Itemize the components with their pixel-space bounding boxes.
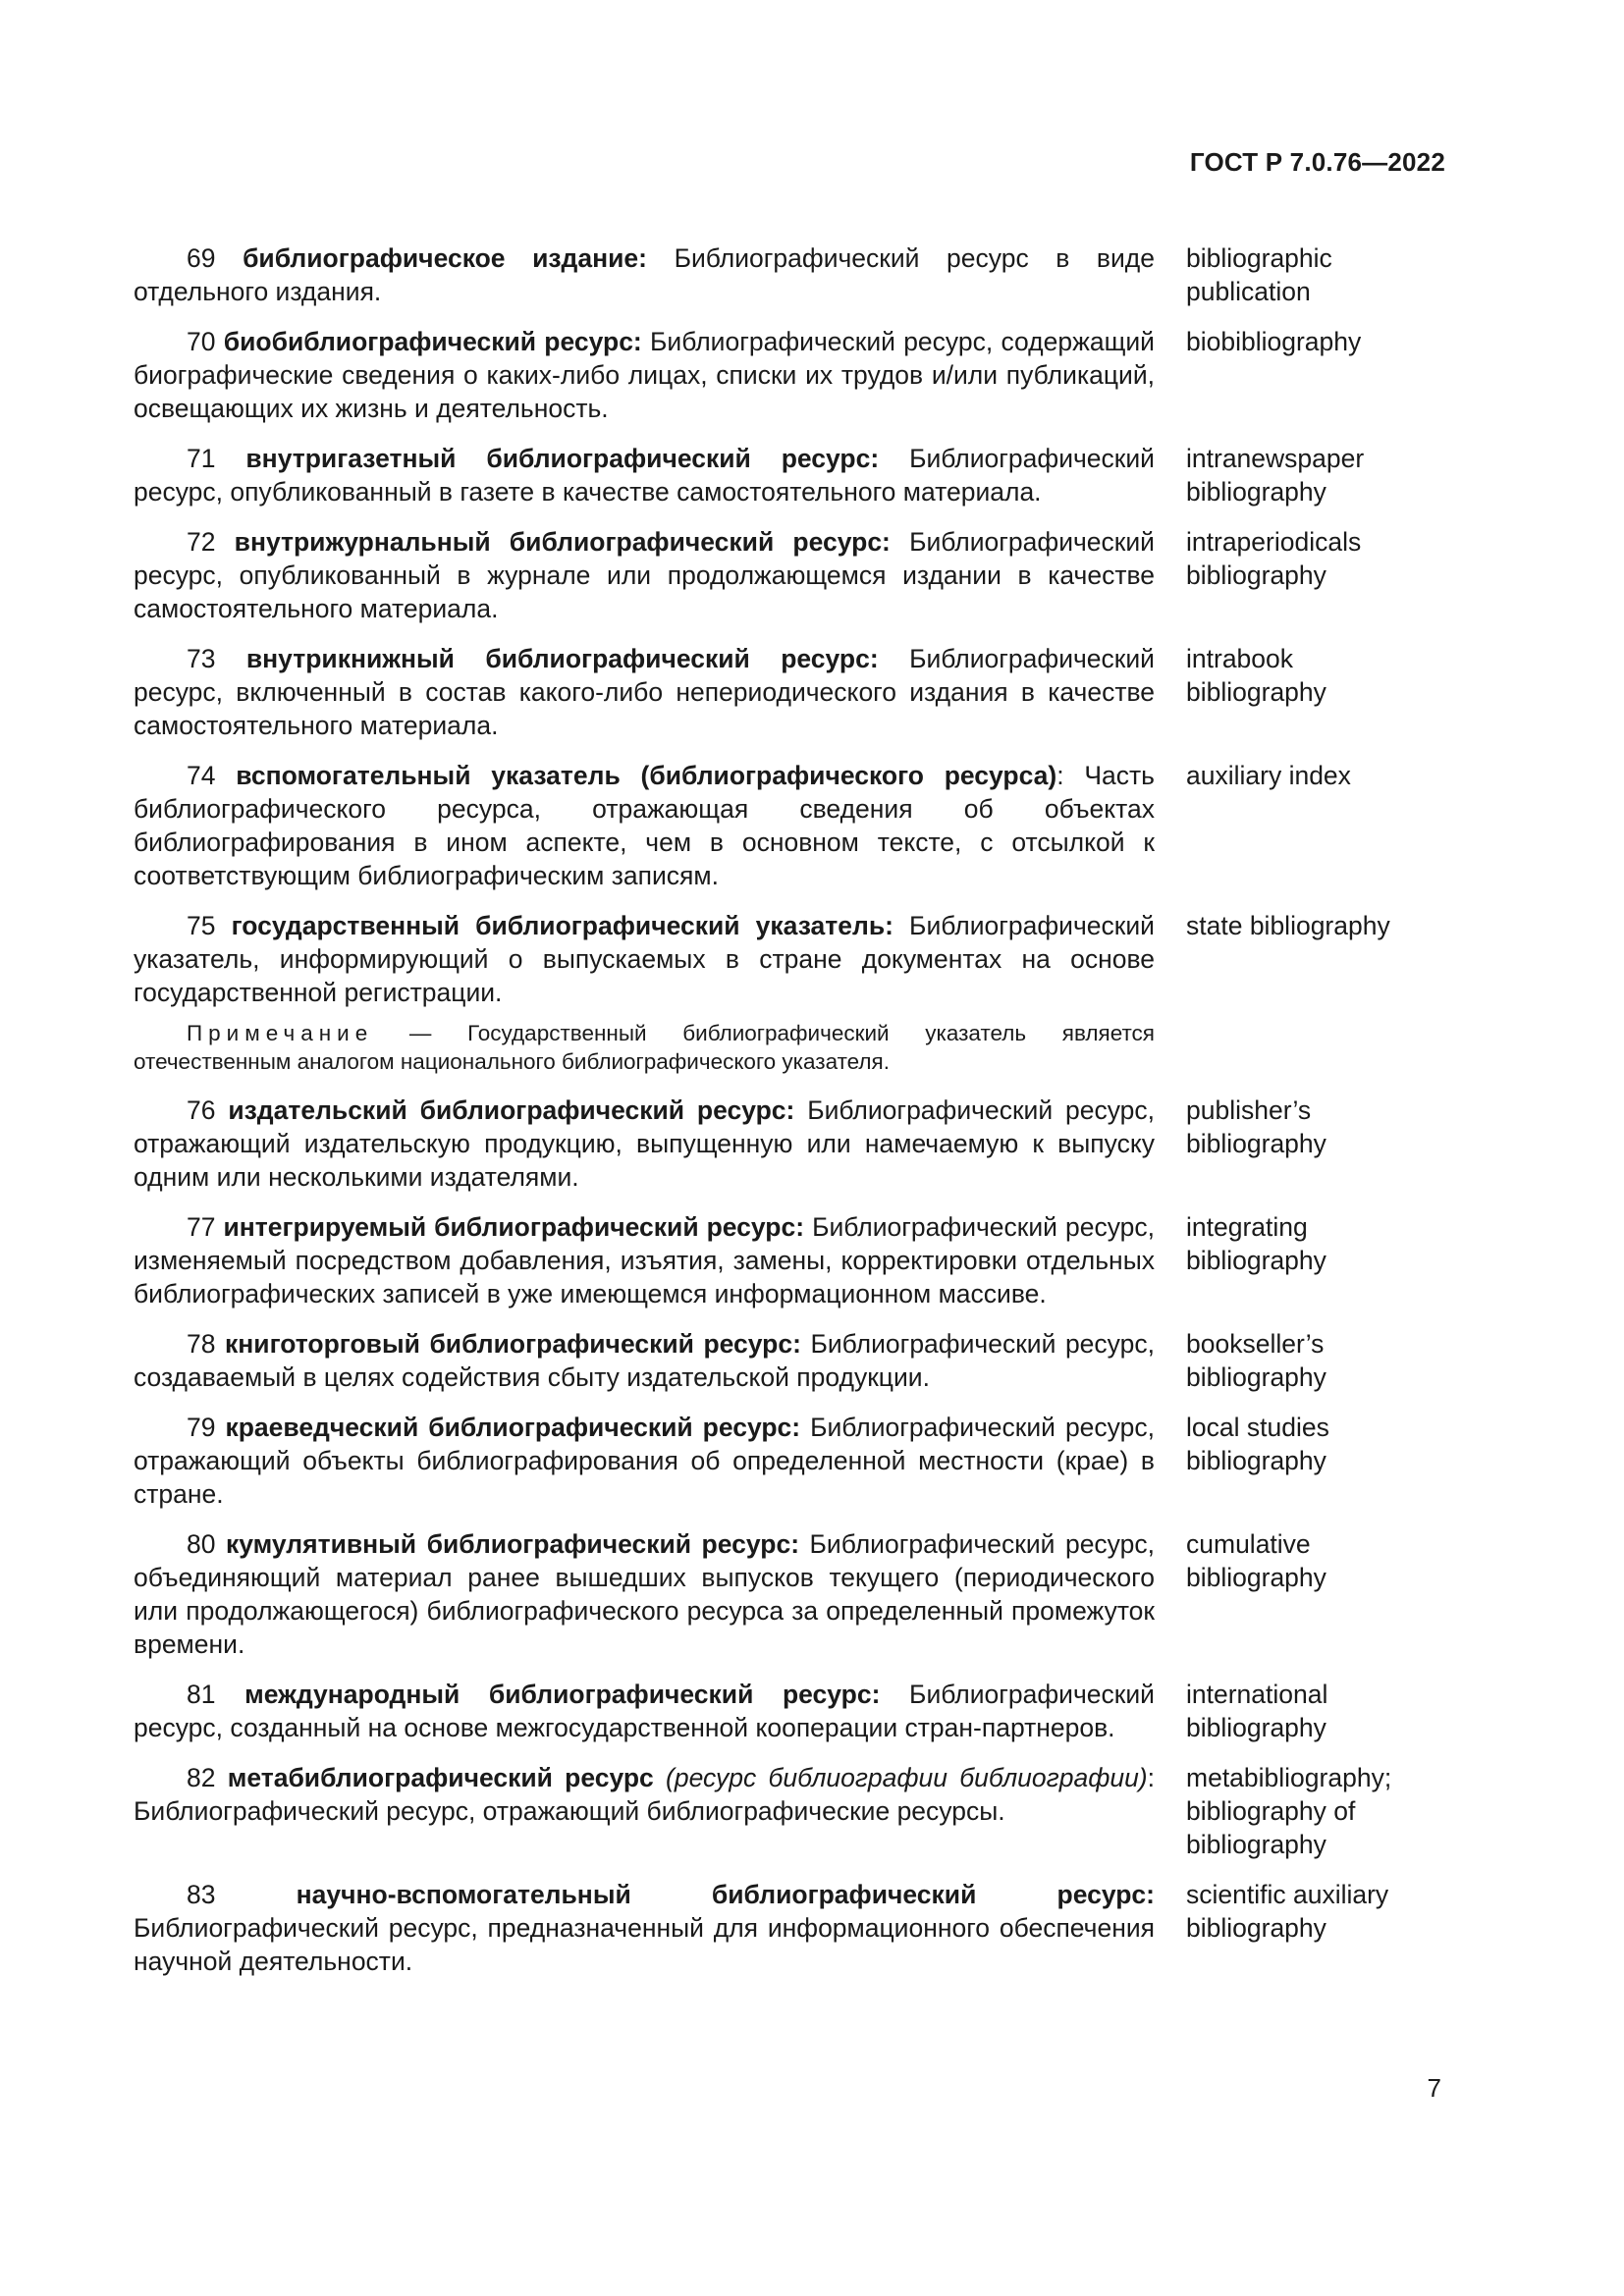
term-definition: [134, 759, 1155, 892]
term-entry-80: [134, 1527, 1410, 1661]
english-equivalent: bookseller’s bibliography: [1186, 1329, 1326, 1392]
english-equivalent: cumulative bibliography: [1186, 1529, 1326, 1592]
term-entry-78: [134, 1327, 1410, 1394]
term-synonym: (ресурс библиографии библиографии): [666, 1763, 1148, 1792]
term-number: 83: [187, 1880, 216, 1909]
term-name: государственный библиографический указатель:: [231, 911, 893, 940]
term-definition: [134, 241, 1155, 308]
definition-text: Библиографический ресурс, создаваемый в целях содействия сбыту издательской продукции.: [134, 1329, 1155, 1392]
term-definition: [134, 1878, 1155, 1978]
english-equivalent: metabibliography; bibliography of bibliography: [1186, 1763, 1392, 1859]
term-definition: [134, 642, 1155, 742]
definition-text: Библиографический ресурс в виде отдельного издания.: [134, 243, 1156, 306]
term-number: 73: [187, 644, 216, 673]
english-equivalent: intranewspaper bibliography: [1186, 444, 1365, 507]
term-name: издательский библиографический ресурс:: [228, 1095, 795, 1125]
term-entry-70: [134, 325, 1410, 425]
document-header: ГОСТ Р 7.0.76—2022: [1189, 147, 1445, 177]
english-equivalent: scientific auxiliary bibliography: [1186, 1880, 1389, 1943]
term-definition: [134, 325, 1155, 425]
english-equivalent: auxiliary index: [1186, 761, 1351, 790]
term-number: 78: [187, 1329, 216, 1359]
term-entry-74: [134, 759, 1410, 892]
note-text: — Государственный библиографический указатель является отечественным аналогом национального библиографического указателя.: [134, 1021, 1155, 1074]
term-name: научно-вспомогательный библиографический ресурс:: [296, 1880, 1155, 1909]
term-entry-76: [134, 1094, 1410, 1194]
term-number: 81: [187, 1680, 216, 1709]
term-number: 80: [187, 1529, 216, 1559]
term-number: 75: [187, 911, 216, 940]
definition-text: Библиографический ресурс, изменяемый посредством добавления, изъятия, замены, корректировки отдельных библиографических записей в уже имеющемся информационном массиве.: [134, 1212, 1156, 1308]
definition-text: Библиографический ресурс, созданный на основе межгосударственной кооперации стран-партнеров.: [134, 1680, 1155, 1742]
term-entry-69: [134, 241, 1410, 308]
definition-text: Библиографический ресурс, опубликованный в газете в качестве самостоятельного материала.: [134, 444, 1155, 507]
term-entry-73: [134, 642, 1410, 742]
term-number: 74: [187, 761, 216, 790]
term-entry-83: [134, 1878, 1410, 1978]
term-name: библиографическое издание:: [243, 243, 647, 273]
term-name: кумулятивный библиографический ресурс:: [226, 1529, 800, 1559]
english-equivalent: bibliographic publication: [1186, 243, 1332, 306]
english-equivalent: intrabook bibliography: [1186, 644, 1326, 707]
page-number: 7: [1427, 2073, 1441, 2103]
english-equivalent: local studies bibliography: [1186, 1413, 1329, 1475]
definition-text: Библиографический указатель, информирующий о выпускаемых в стране документах на основе государственной регистрации.: [134, 911, 1155, 1007]
term-entry-72: [134, 525, 1410, 625]
definition-text: Библиографический ресурс, объединяющий материал ранее вышедших выпусков текущего (периодического или продолжающегося) библиографического ресурса за определенный промежуток времени.: [134, 1529, 1155, 1659]
term-name: международный библиографический ресурс:: [244, 1680, 881, 1709]
term-definition: [134, 1210, 1155, 1310]
term-definition: [134, 1094, 1155, 1194]
definition-text: Библиографический ресурс, отражающий издательскую продукцию, выпущенную или намечаемую к выпуску одним или несколькими издателями.: [134, 1095, 1156, 1192]
term-name: внутрикнижный библиографический ресурс:: [245, 644, 879, 673]
definition-text: Библиографический ресурс, отражающий объекты библиографирования об определенной местности (крае) в стране.: [134, 1413, 1155, 1509]
english-equivalent: international bibliography: [1186, 1680, 1328, 1742]
term-definition: [134, 1678, 1155, 1744]
term-name: вспомогательный указатель (библиографического ресурса): [236, 761, 1057, 790]
term-definition: [134, 909, 1155, 1009]
term-entry-79: [134, 1411, 1410, 1511]
term-name: биобиблиографический ресурс:: [223, 327, 642, 356]
term-number: 79: [187, 1413, 216, 1442]
term-entry-71: [134, 442, 1410, 508]
term-entry-75: [134, 909, 1410, 1009]
english-equivalent: state bibliography: [1186, 911, 1390, 940]
definition-text: : Библиографический ресурс, отражающий библиографические ресурсы.: [134, 1763, 1156, 1826]
term-name: внутригазетный библиографический ресурс:: [245, 444, 880, 473]
term-entry-82: [134, 1761, 1410, 1861]
term-number: 69: [187, 243, 216, 273]
english-equivalent: intraperiodicals bibliography: [1186, 527, 1362, 590]
term-entry-77: [134, 1210, 1410, 1310]
term-name: краеведческий библиографический ресурс:: [225, 1413, 801, 1442]
term-number: 70: [187, 327, 216, 356]
term-number: 71: [187, 444, 216, 473]
english-equivalent: publisher’s bibliography: [1186, 1095, 1326, 1158]
term-definition: [134, 525, 1155, 625]
english-equivalent: integrating bibliography: [1186, 1212, 1326, 1275]
term-definition: [134, 1761, 1155, 1828]
term-name: книготорговый библиографический ресурс:: [225, 1329, 801, 1359]
term-definition: [134, 1327, 1155, 1394]
term-definition: [134, 1411, 1155, 1511]
term-entry-81: [134, 1678, 1410, 1744]
term-name: внутрижурнальный библиографический ресурс:: [234, 527, 891, 557]
term-definition: [134, 442, 1155, 508]
english-equivalent: biobibliography: [1186, 327, 1362, 356]
term-number: 82: [187, 1763, 216, 1792]
term-number: 72: [187, 527, 216, 557]
term-name: интегрируемый библиографический ресурс:: [223, 1212, 805, 1242]
definition-text: : Часть библиографического ресурса, отражающая сведения об объектах библиографирования в ином аспекте, чем в основном тексте, с отсылкой к соответствующим библиографическим записям.: [134, 761, 1155, 890]
note-75: [134, 1019, 1155, 1076]
term-number: 77: [187, 1212, 216, 1242]
terms-list: [134, 241, 1410, 1995]
term-name: метабиблиографический ресурс: [227, 1763, 654, 1792]
definition-text: Библиографический ресурс, опубликованный в журнале или продолжающемся издании в качестве самостоятельного материала.: [134, 527, 1155, 623]
term-definition: [134, 1527, 1155, 1661]
definition-text: Библиографический ресурс, включенный в состав какого-либо непериодического издания в качестве самостоятельного материала.: [134, 644, 1155, 740]
definition-text: Библиографический ресурс, предназначенный для информационного обеспечения научной деятельности.: [134, 1913, 1155, 1976]
note-label: Примечание: [187, 1021, 374, 1045]
term-number: 76: [187, 1095, 216, 1125]
definition-text: Библиографический ресурс, содержащий биографические сведения о каких-либо лицах, списки их трудов и/или публикаций, освещающих их жизнь и деятельность.: [134, 327, 1155, 423]
